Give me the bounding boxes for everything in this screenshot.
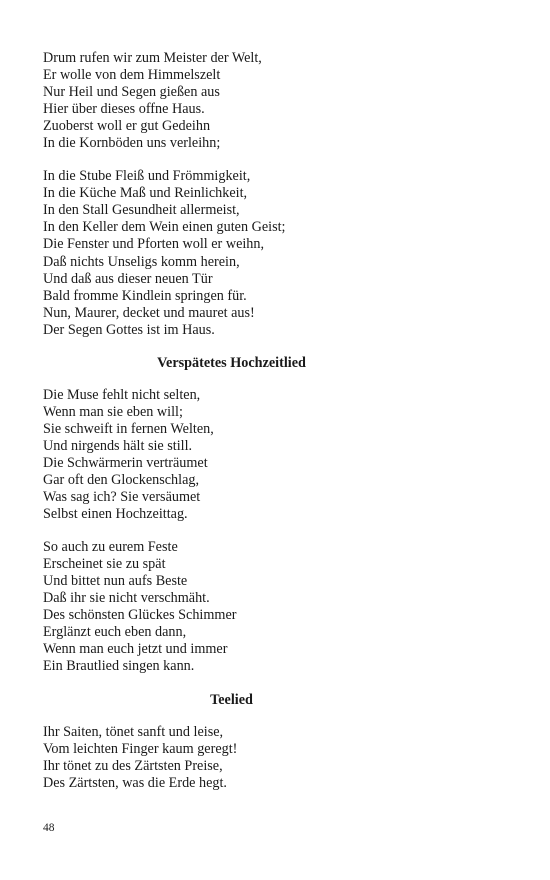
- verse-line: Daß ihr sie nicht verschmäht.: [43, 590, 210, 607]
- verse-line: In die Küche Maß und Reinlichkeit,: [43, 185, 248, 202]
- verse-line: Der Segen Gottes ist im Haus.: [43, 321, 215, 338]
- verse-line: In die Kornböden uns verleihn;: [43, 135, 221, 152]
- verse-line: Und nirgends hält sie still.: [43, 437, 193, 454]
- verse-line: Selbst einen Hochzeittag.: [43, 506, 188, 523]
- stanza: [43, 387, 503, 523]
- poem-section: [43, 692, 503, 792]
- verse-line: Des schönsten Glückes Schimmer: [43, 607, 237, 624]
- verse-line: Er wolle von dem Himmelszelt: [43, 67, 221, 84]
- verse-line: Bald fromme Kindlein springen für.: [43, 287, 247, 304]
- verse-line: Hier über dieses offne Haus.: [43, 101, 205, 118]
- verse-line: Erscheinet sie zu spät: [43, 556, 166, 573]
- poem-section: [43, 355, 503, 676]
- verse-line: Was sag ich? Sie versäumet: [43, 489, 201, 506]
- verse-line: Gar oft den Glockenschlag,: [43, 471, 200, 488]
- verse-line: Zuoberst woll er gut Gedeihn: [43, 118, 211, 135]
- poem-title: Teelied: [210, 691, 253, 708]
- verse-line: So auch zu eurem Feste: [43, 539, 178, 556]
- verse-line: Und daß aus dieser neuen Tür: [43, 270, 213, 287]
- verse-line: Des Zärtsten, was die Erde hegt.: [43, 774, 227, 791]
- page-number: 48: [43, 822, 55, 834]
- verse-line: In den Keller dem Wein einen guten Geist;: [43, 219, 286, 236]
- verse-line: Sie schweift in fernen Welten,: [43, 420, 214, 437]
- verse-line: Ihr tönet zu des Zärtsten Preise,: [43, 757, 223, 774]
- verse-line: Und bittet nun aufs Beste: [43, 573, 188, 590]
- poem-title: Verspätetes Hochzeitlied: [157, 354, 306, 371]
- verse-line: Ein Brautlied singen kann.: [43, 658, 195, 675]
- verse-line: Nur Heil und Segen gießen aus: [43, 84, 220, 101]
- verse-line: Die Schwärmerin verträumet: [43, 454, 208, 471]
- stanza: [43, 50, 503, 152]
- stanza: [43, 724, 503, 792]
- verse-line: Erglänzt euch eben dann,: [43, 624, 187, 641]
- verse-line: Nun, Maurer, decket und mauret aus!: [43, 304, 255, 321]
- verse-line: Drum rufen wir zum Meister der Welt,: [43, 50, 262, 66]
- verse-line: Daß nichts Unseligs komm herein,: [43, 253, 240, 270]
- verse-line: Ihr Saiten, tönet sanft und leise,: [43, 723, 224, 740]
- verse-line: In die Stube Fleiß und Frömmigkeit,: [43, 168, 251, 185]
- page-body: [43, 50, 503, 808]
- verse-line: Die Muse fehlt nicht selten,: [43, 386, 201, 403]
- stanza: [43, 168, 503, 338]
- stanza: [43, 539, 503, 675]
- verse-line: In den Stall Gesundheit allermeist,: [43, 202, 240, 219]
- verse-line: Wenn man euch jetzt und immer: [43, 641, 228, 658]
- poem-section: [43, 50, 503, 339]
- verse-line: Die Fenster und Pforten woll er weihn,: [43, 236, 265, 253]
- verse-line: Wenn man sie eben will;: [43, 403, 183, 420]
- verse-line: Vom leichten Finger kaum geregt!: [43, 740, 238, 757]
